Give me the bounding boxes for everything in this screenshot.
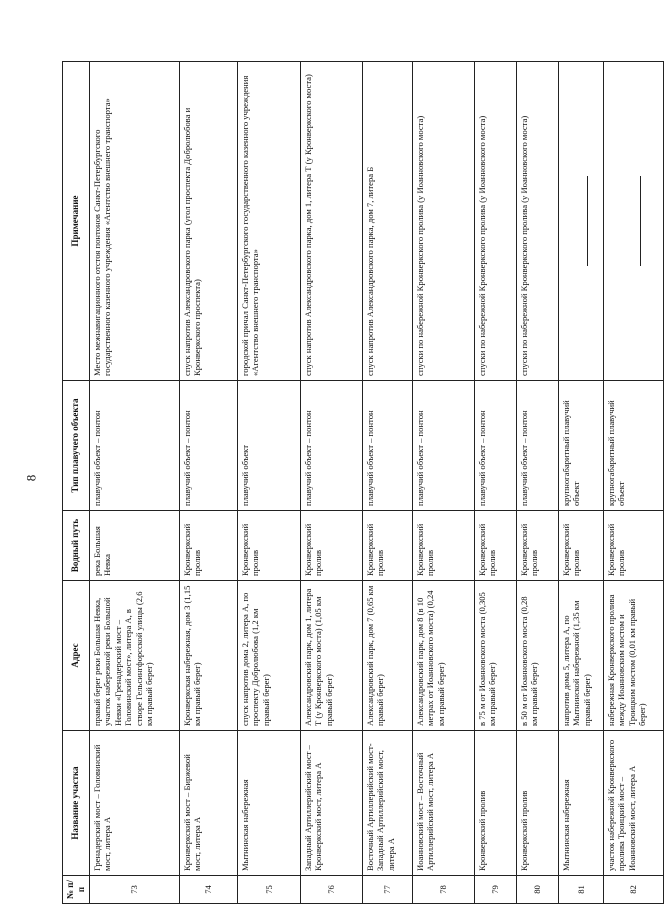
address-cell: спуск напротив дома 2, литера А, по проспекту Добролюбова (1,2 км правый берег): [237, 581, 300, 731]
table-row: [237, 62, 300, 904]
note-cell: спуск напротив Александровского парка, дом 1, литера Т (у Кронверкского моста): [300, 62, 362, 381]
address-cell: Александровский парк, дом 7 (0,65 км правый берег): [362, 581, 412, 731]
row-number-cell: 75: [237, 876, 300, 904]
header-number: № п/п: [63, 876, 90, 904]
address-cell: Александровский парк, дом 1, литера Т (у Кронверкского моста) (1,05 км правый берег): [300, 581, 362, 731]
section-name-cell: Иоанновский мост – Восточный Артиллерийский мост, литера А: [412, 731, 474, 876]
note-cell: спуск напротив Александровского парка, дом 7, литера Б: [362, 62, 412, 381]
row-number-cell: 81: [558, 876, 603, 904]
object-type-cell: плавучий объект: [237, 381, 300, 511]
object-type-cell: крупногабаритный плавучий объект: [603, 381, 663, 511]
object-type-cell: плавучий объект – понтон: [179, 381, 237, 511]
waterway-cell: Кронверкский пролив: [362, 511, 412, 581]
table-row: [516, 62, 558, 904]
note-cell: [603, 62, 663, 381]
table-row: [362, 62, 412, 904]
section-name-cell: участок набережной Кронверкского пролива Троицкий мост – Иоанновский мост, литера А: [603, 731, 663, 876]
table-row: [300, 62, 362, 904]
waterway-cell: Кронверкский пролив: [179, 511, 237, 581]
row-number-cell: 82: [603, 876, 663, 904]
section-name-cell: Кронверкский мост – Биржевой мост, литера А: [179, 731, 237, 876]
empty-dash: [587, 176, 588, 266]
row-number-cell: 78: [412, 876, 474, 904]
note-cell: спуски по набережной Кронверкского пролива (у Иоанновского моста): [516, 62, 558, 381]
note-cell: спуски по набережной Кронверкского пролива (у Иоанновского моста): [412, 62, 474, 381]
waterway-cell: Кронверкский пролив: [516, 511, 558, 581]
note-cell: городской причал Санкт-Петербургского государственного казенного учреждения «Агентство внешнего транспорта»: [237, 62, 300, 381]
table-row: [558, 62, 603, 904]
header-waterway: Водный путь: [63, 511, 90, 581]
object-type-cell: плавучий объект – понтон: [474, 381, 516, 511]
note-cell: [558, 62, 603, 381]
note-cell: спуски по набережной Кронверкского пролива (у Иоанновского моста): [474, 62, 516, 381]
object-type-cell: плавучий объект – понтон: [516, 381, 558, 511]
section-name-cell: Восточный Артиллерийский мост-Западный Артиллерийский мост, литера А: [362, 731, 412, 876]
section-name-cell: Мытнинская набережная: [558, 731, 603, 876]
object-type-cell: плавучий объект – понтон: [300, 381, 362, 511]
row-number-cell: 77: [362, 876, 412, 904]
row-number-cell: 74: [179, 876, 237, 904]
empty-dash: [640, 176, 641, 266]
address-cell: Александровский парк, дом 8 (в 10 метрах от Иоанновского моста) (0,24 км правый берег): [412, 581, 474, 731]
object-type-cell: плавучий объект – понтон: [89, 381, 179, 511]
table-row: [412, 62, 474, 904]
address-cell: в 50 м от Иоанновского моста (0,28 км правый берег): [516, 581, 558, 731]
waterway-cell: Кронверкский пролив: [237, 511, 300, 581]
header-object-type: Тип плавучего объекта: [63, 381, 90, 511]
table-header-row: [63, 62, 90, 904]
waterway-cell: Кронверкский пролив: [474, 511, 516, 581]
table-row: [89, 62, 179, 904]
note-cell: Место межнавигационного отстоя понтонов Санкт-Петербургского государственного казенного учреждения «Агентство внешнего транспорта»: [89, 62, 179, 381]
page-number: 8: [23, 474, 39, 482]
row-number-cell: 79: [474, 876, 516, 904]
waterway-cell: Кронверкский пролив: [558, 511, 603, 581]
object-type-cell: плавучий объект – понтон: [362, 381, 412, 511]
object-type-cell: плавучий объект – понтон: [412, 381, 474, 511]
object-type-cell: крупногабаритный плавучий объект: [558, 381, 603, 511]
table-rotated-container: [62, 62, 648, 904]
note-cell: спуск напротив Александровского парка (угол проспекта Добролюбова и Кронверкского проспекта): [179, 62, 237, 381]
address-cell: Кронверкская набережная, дом 3 (1,15 км правый берег): [179, 581, 237, 731]
address-cell: набережная Кронверкского пролива между Иоанновским мостом и Троицким мостом (0,01 км правый берег): [603, 581, 663, 731]
address-cell: правый берег реки Большая Невка, участок набережной реки Большой Невки «Гренадерский мост – Головинский мост», литера А, в створе Гельсингфорсской улицы (2,6 км правый берег): [89, 581, 179, 731]
row-number-cell: 76: [300, 876, 362, 904]
waterway-cell: Кронверкский пролив: [412, 511, 474, 581]
section-name-cell: Западный Артиллерийский мост – Кронверкский мост, литера А: [300, 731, 362, 876]
table-row: [474, 62, 516, 904]
water-areas-table: [62, 61, 664, 904]
section-name-cell: Кронверкский пролив: [474, 731, 516, 876]
address-cell: в 75 м от Иоанновского моста (0,305 км правый берег): [474, 581, 516, 731]
section-name-cell: Кронверкский пролив: [516, 731, 558, 876]
row-number-cell: 73: [89, 876, 179, 904]
row-number-cell: 80: [516, 876, 558, 904]
table-row: [603, 62, 663, 904]
waterway-cell: река Большая Невка: [89, 511, 179, 581]
header-section-name: Название участка: [63, 731, 90, 876]
address-cell: напротив дома 5, литера А, по Мытнинской набережной (1,35 км правый берег): [558, 581, 603, 731]
waterway-cell: Кронверкский пролив: [603, 511, 663, 581]
header-note: Примечание: [63, 62, 90, 381]
section-name-cell: Гренадерский мост – Головинский мост, литера А: [89, 731, 179, 876]
table-row: [179, 62, 237, 904]
waterway-cell: Кронверкский пролив: [300, 511, 362, 581]
section-name-cell: Мытнинская набережная: [237, 731, 300, 876]
header-address: Адрес: [63, 581, 90, 731]
